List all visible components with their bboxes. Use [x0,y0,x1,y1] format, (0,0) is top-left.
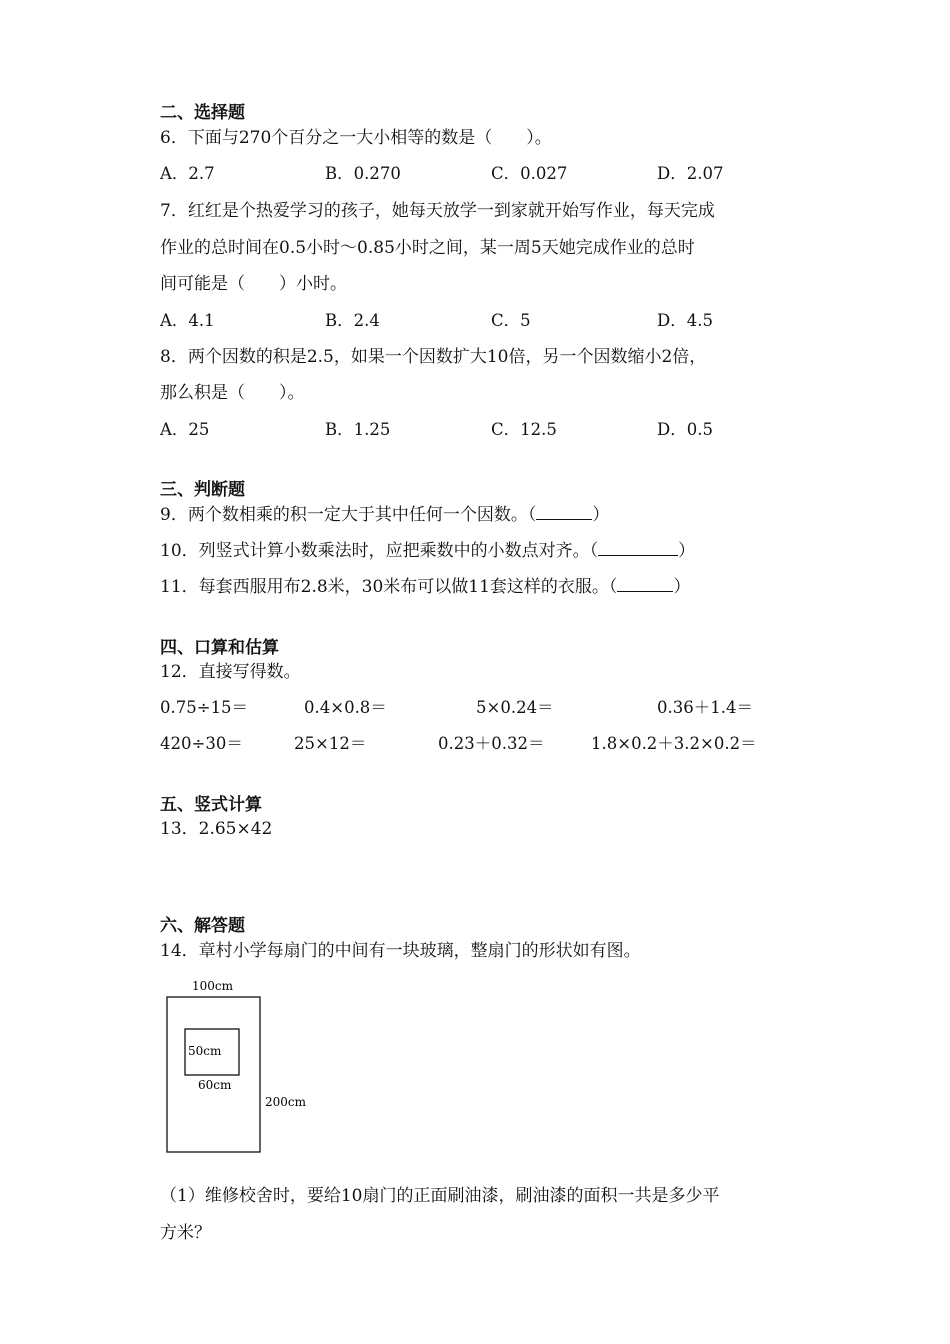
q7-option-d: D．4.5 [657,311,713,330]
q7-option-b: B．2.4 [325,311,380,330]
q8-option-c: C．12.5 [491,420,557,439]
question-6: 6．下面与270个百分之一大小相等的数是（ ）。 [160,128,552,148]
question-9-close: ） [592,505,610,525]
calc-item: 0.75÷15＝ [160,698,249,717]
q7-option-a: A．4.1 [160,311,215,330]
question-11 [160,576,690,598]
label-inner-height: 50cm [188,1044,222,1058]
question-11-text: 11．每套西服用布2.8米，30米布可以做11套这样的衣服。（ [160,577,618,597]
section-title-vertical-calc: 五、竖式计算 [160,795,262,815]
door-diagram [150,975,320,1160]
question-9-text: 9．两个数相乘的积一定大于其中任何一个因数。（ [160,505,537,525]
q6-option-c: C．0.027 [491,164,568,183]
calc-item: 0.4×0.8＝ [304,698,387,717]
question-10 [160,540,695,562]
question-10-text: 10．列竖式计算小数乘法时，应把乘数中的小数点对齐。（ [160,541,599,561]
question-7-line1: 7．红红是个热爱学习的孩子，她每天放学一到家就开始写作业，每天完成 [160,201,715,221]
section-title-solve: 六、解答题 [160,916,245,936]
q6-option-a: A．2.7 [160,164,215,183]
question-8-line2: 那么积是（ ）。 [160,383,305,403]
calc-item: 420÷30＝ [160,734,243,753]
answer-blank-11[interactable] [617,577,673,592]
question-10-close: ） [678,541,696,561]
question-12: 12．直接写得数。 [160,662,301,682]
label-inner-width: 60cm [198,1078,232,1092]
question-11-close: ） [673,577,691,597]
question-7-line3: 间可能是（ ）小时。 [160,274,347,294]
calc-item: 5×0.24＝ [476,698,554,717]
question-14: 14．章村小学每扇门的中间有一块玻璃，整扇门的形状如有图。 [160,941,641,961]
q8-option-a: A．25 [160,420,210,439]
answer-blank-10[interactable] [598,541,678,556]
answer-blank-9[interactable] [536,505,592,520]
section-title-judge: 三、判断题 [160,480,245,500]
q8-option-d: D．0.5 [657,420,713,439]
sub-question-1-line1: （1）维修校舍时，要给10扇门的正面刷油漆，刷油漆的面积一共是多少平 [160,1186,720,1206]
q6-option-d: D．2.07 [657,164,724,183]
calc-item: 0.36＋1.4＝ [657,698,753,717]
calc-item: 25×12＝ [294,734,367,753]
label-outer-height: 200cm [265,1095,307,1109]
label-outer-width: 100cm [192,979,234,993]
sub-question-1-line2: 方米？ [160,1223,211,1243]
section-title-mental-math: 四、口算和估算 [160,638,279,658]
q8-option-b: B．1.25 [325,420,391,439]
calc-item: 0.23＋0.32＝ [438,734,545,753]
q6-option-b: B．0.270 [325,164,401,183]
calc-item: 1.8×0.2＋3.2×0.2＝ [591,734,757,753]
question-8-line1: 8．两个因数的积是2.5，如果一个因数扩大10倍，另一个因数缩小2倍， [160,347,707,367]
section-title-choice: 二、选择题 [160,103,245,123]
question-7-line2: 作业的总时间在0.5小时～0.85小时之间，某一周5天她完成作业的总时 [160,238,695,258]
question-13: 13．2.65×42 [160,819,273,839]
q7-option-c: C．5 [491,311,531,330]
question-9 [160,504,609,526]
